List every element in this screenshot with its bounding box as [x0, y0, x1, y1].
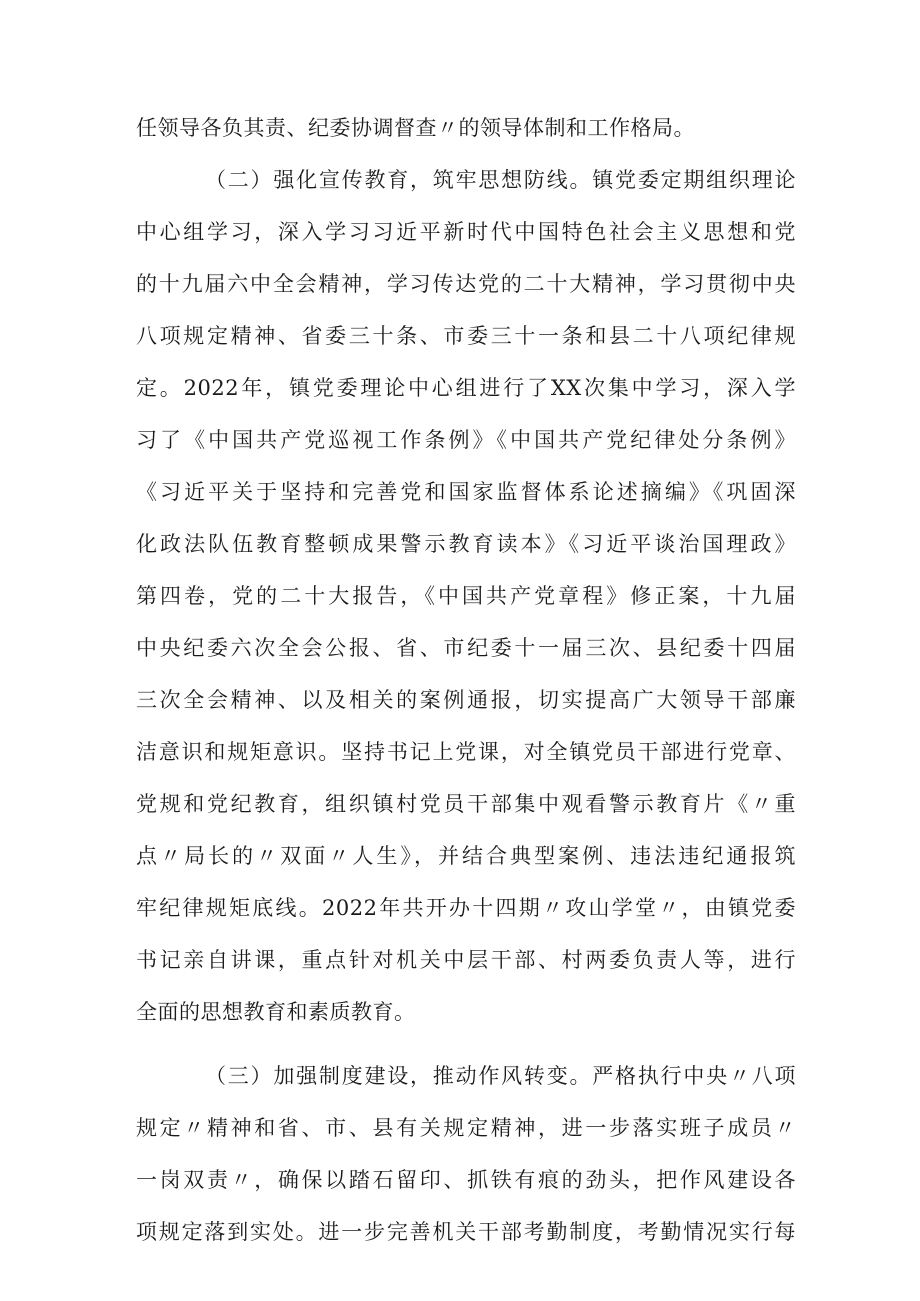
text-line-8: 《习近平关于坚持和完善党和国家监督体系论述摘编》《巩固深: [136, 480, 796, 504]
text-line-14: 党规和党纪教育，组织镇村党员干部集中观看警示教育片《〃重: [136, 792, 796, 816]
text-line-1: 任领导各负其责、纪委协调督查〃的领导体制和工作格局。: [136, 116, 695, 140]
text-line-17: 书记亲自讲课，重点针对机关中层干部、村两委负责人等，进行: [136, 948, 796, 972]
text-line-7: 习了《中国共产党巡视工作条例》《中国共产党纪律处分条例》: [136, 428, 796, 452]
text-line-6: 定。2022年，镇党委理论中心组进行了XX次集中学习，深入学: [136, 376, 796, 400]
text-line-4: 的十九届六中全会精神，学习传达党的二十大精神，学习贯彻中央: [136, 272, 796, 296]
text-line-21: 一岗双责〃，确保以踏石留印、抓铁有痕的劲头，把作风建设各: [136, 1168, 796, 1192]
text-line-15: 点〃局长的〃双面〃人生》，并结合典型案例、违法违纪通报筑: [136, 844, 796, 868]
text-line-3: 中心组学习，深入学习习近平新时代中国特色社会主义思想和党: [136, 220, 796, 244]
text-line-5: 八项规定精神、省委三十条、市委三十一条和县二十八项纪律规: [136, 324, 796, 348]
text-line-11: 中央纪委六次全会公报、省、市纪委十一届三次、县纪委十四届: [136, 636, 796, 660]
text-line-22: 项规定落到实处。进一步完善机关干部考勤制度，考勤情况实行每: [136, 1220, 796, 1244]
text-line-18: 全面的思想教育和素质教育。: [136, 1000, 416, 1024]
text-line-9: 化政法队伍教育整顿成果警示教育读本》《习近平谈治国理政》: [136, 532, 796, 556]
text-line-12: 三次全会精神、以及相关的案例通报，切实提高广大领导干部廉: [136, 688, 796, 712]
text-line-13: 洁意识和规矩意识。坚持书记上党课，对全镇党员干部进行党章、: [136, 740, 796, 764]
text-line-2: （二）强化宣传教育，筑牢思想防线。镇党委定期组织理论: [205, 168, 796, 192]
text-line-20: 规定〃精神和省、市、县有关规定精神，进一步落实班子成员〃: [136, 1116, 796, 1140]
text-line-19: （三）加强制度建设，推动作风转变。严格执行中央〃八项: [205, 1064, 796, 1088]
text-line-10: 第四卷，党的二十大报告，《中国共产党章程》修正案，十九届: [136, 584, 796, 608]
text-line-16: 牢纪律规矩底线。2022年共开办十四期〃攻山学堂〃，由镇党委: [136, 896, 796, 920]
